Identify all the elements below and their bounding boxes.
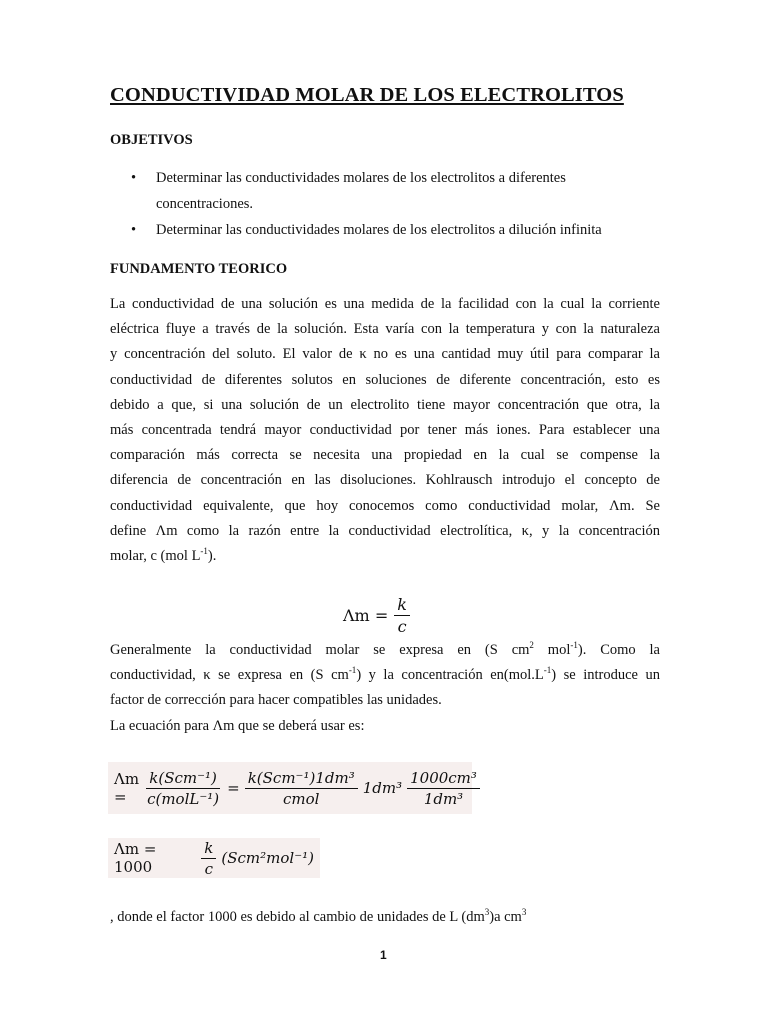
objective-item-1-line-1: Determinar las conductividades molares de los electrolitos a diferentes [156, 170, 566, 186]
paragraph-line: comparación más correcta se necesita una propiedad en la cual se compense la [110, 447, 660, 464]
paragraph-line: conductividad equivalente, que hoy conocemos como conductividad molar, Λm. Se [110, 497, 660, 514]
fraction-numerator: k(Scm⁻¹)1dm³ [245, 769, 358, 789]
objetivos-heading: OBJETIVOS [110, 132, 193, 148]
equation-fraction [245, 769, 358, 808]
paragraph-line: más concentrada tendrá mayor conductividad por tener más iones. Para establecer una [110, 422, 660, 439]
paragraph-line: define Λm como la razón entre la conductividad electrolítica, κ, y la concentración [110, 522, 660, 539]
page-number: 1 [380, 948, 387, 962]
text-run: conductividad, κ se expresa en (S cm [110, 667, 349, 684]
equation-fraction [407, 769, 480, 808]
text-run: ) y la concentración en(mol.L [356, 667, 544, 684]
fraction-numerator: k(Scm⁻¹) [146, 769, 220, 789]
text-run: mol [533, 642, 571, 658]
fraction-numerator: 1000cm³ [407, 769, 480, 789]
superscript: -1 [348, 665, 357, 676]
paragraph-line: factor de corrección para hacer compatibles las unidades. [110, 692, 442, 709]
fraction-denominator: c [204, 859, 214, 878]
superscript: -1 [570, 640, 578, 651]
fundamento-heading: FUNDAMENTO TEORICO [110, 261, 288, 277]
paragraph-line: diferencia de concentración en las disoluciones. Kohlrausch introdujo el concepto de [110, 472, 660, 489]
fraction-denominator: c [397, 617, 407, 636]
fraction-denominator: c(molL⁻¹) [147, 789, 220, 808]
document-title: CONDUCTIVIDAD MOLAR DE LOS ELECTROLITOS [110, 84, 624, 106]
equation-units: (Scm²mol⁻¹) [221, 849, 314, 867]
fraction-numerator: k [394, 595, 410, 616]
objective-item-2-line-1: Determinar las conductividades molares de los electrolitos a dilución infinita [156, 222, 602, 238]
fraction-denominator: cmol [282, 789, 320, 808]
text-run: Generalmente la conductividad molar se expresa en (S cm [110, 642, 530, 658]
bullet-marker: • [131, 222, 137, 238]
paragraph-line [110, 905, 670, 930]
equals-sign: = [227, 779, 240, 797]
superscript: 3 [484, 907, 490, 918]
fraction-numerator: k [201, 839, 216, 859]
equation-lhs: Λm = [114, 770, 140, 806]
paragraph-line: eléctrica fluye a través de la solución. Esta varía con la temperatura y con la naturaleza [110, 321, 660, 338]
conversion-note [110, 905, 670, 930]
equation-unit-conversion [108, 762, 477, 814]
paragraph-line: debido a que, si una solución de un electrolito tiene mayor concentración que otra, la [110, 396, 660, 413]
paragraph-line: La conductividad de una solución es una medida de la facilidad con la cual la corriente [110, 296, 660, 312]
equation-term: 1dm³ [362, 779, 403, 797]
paragraph-line [110, 638, 660, 663]
equation-fraction [144, 769, 222, 808]
text-run: )a cm [489, 909, 522, 925]
paragraph-line: y concentración del soluto. El valor de κ no es una cantidad muy útil para comparar la [110, 346, 660, 363]
paragraph-last-line [110, 544, 660, 569]
text-run: ) se introduce un [551, 667, 660, 684]
fundamento-paragraph [110, 292, 660, 569]
objective-item-2 [156, 217, 676, 243]
equation-fraction [394, 595, 410, 636]
fraction-denominator: 1dm³ [423, 789, 464, 808]
objective-item-1-line-2: concentraciones. [156, 196, 254, 212]
units-paragraph [110, 638, 660, 739]
equation-fraction [201, 839, 216, 878]
equation-lhs: Λm = 1000 [114, 840, 157, 876]
paragraph-line: La ecuación para Λm que se deberá usar es: [110, 717, 365, 734]
superscript: -1 [200, 546, 208, 557]
objective-item-1 [156, 165, 676, 217]
paragraph-line: conductividad de diferentes solutos en soluciones de diferente concentración, esto es [110, 371, 660, 388]
text-run: ). [207, 548, 217, 565]
equation-lhs: Λm = [343, 606, 389, 625]
paragraph-line [110, 663, 660, 688]
bullet-marker: • [131, 170, 137, 186]
text-run: , donde el factor 1000 es debido al cambio de unidades de L (dm [110, 909, 485, 925]
superscript: 3 [521, 907, 527, 918]
equation-simplified [108, 838, 320, 878]
superscript: 2 [529, 640, 534, 651]
equation-molar-conductivity [343, 595, 410, 636]
superscript: -1 [543, 665, 552, 676]
text-run: ). Como la [577, 642, 660, 658]
text-run: molar, c (mol L [110, 548, 201, 565]
